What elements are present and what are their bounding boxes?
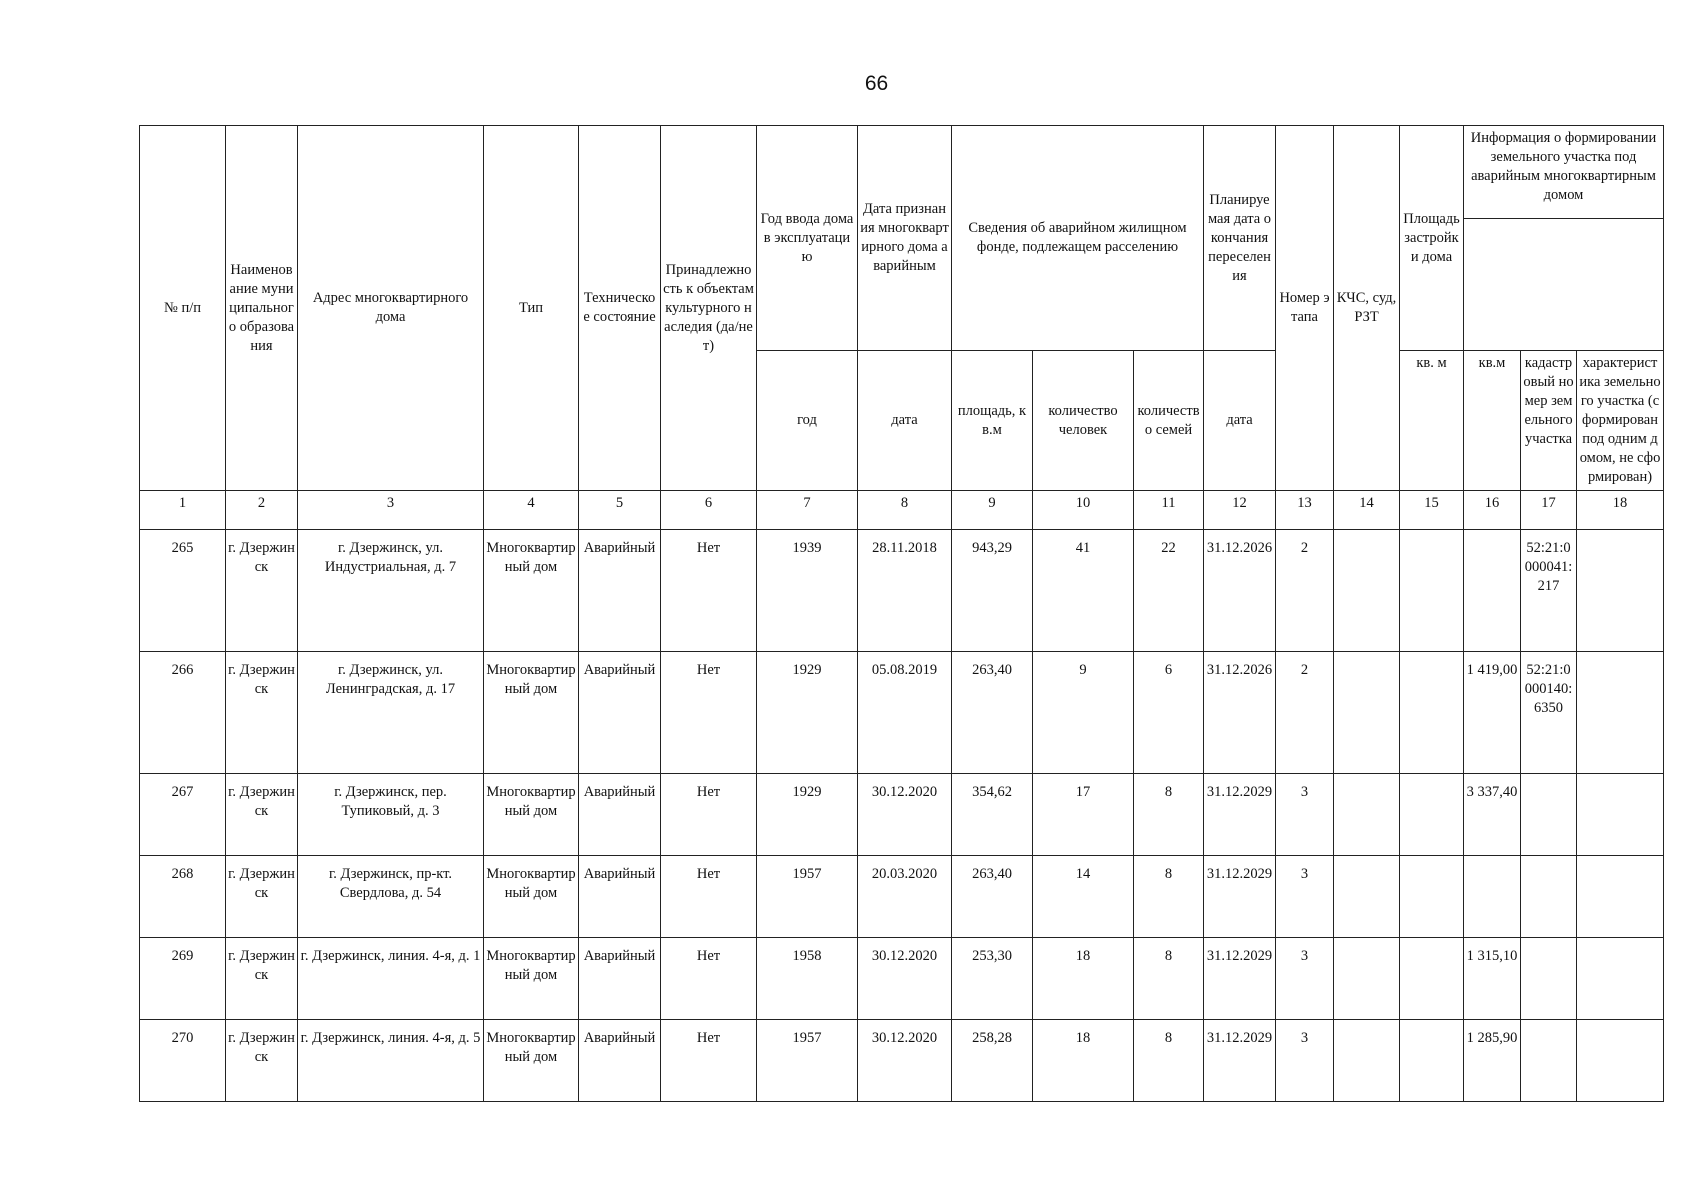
table-row <box>140 774 1664 856</box>
row-land-area <box>1464 856 1521 938</box>
subheader-building-area-unit: кв. м <box>1400 351 1464 491</box>
row-number: 270 <box>140 1020 226 1102</box>
row-recognition-date: 05.08.2019 <box>858 652 952 774</box>
row-type: Многоквартирный дом <box>484 856 579 938</box>
row-cadastral <box>1521 774 1577 856</box>
row-number: 268 <box>140 856 226 938</box>
row-families: 8 <box>1134 938 1204 1020</box>
row-cadastral <box>1521 1020 1577 1102</box>
row-people: 18 <box>1033 938 1134 1020</box>
row-year: 1958 <box>757 938 858 1020</box>
row-stage: 3 <box>1276 1020 1334 1102</box>
row-heritage: Нет <box>661 856 757 938</box>
row-state: Аварийный <box>579 530 661 652</box>
row-type: Многоквартирный дом <box>484 938 579 1020</box>
row-families: 8 <box>1134 856 1204 938</box>
row-land-characteristic <box>1577 856 1664 938</box>
column-number-row <box>140 491 1664 530</box>
row-address: г. Дзержинск, линия. 4-я, д. 1 <box>298 938 484 1020</box>
row-kchs <box>1334 1020 1400 1102</box>
subheader-year: год <box>757 351 858 491</box>
column-number: 11 <box>1134 491 1204 530</box>
table-row <box>140 530 1664 652</box>
column-number: 9 <box>952 491 1033 530</box>
column-number: 4 <box>484 491 579 530</box>
row-people: 14 <box>1033 856 1134 938</box>
row-recognition-date: 30.12.2020 <box>858 1020 952 1102</box>
row-kchs <box>1334 938 1400 1020</box>
row-stage: 3 <box>1276 774 1334 856</box>
row-heritage: Нет <box>661 938 757 1020</box>
header-emergency-fund: Сведения об аварийном жилищном фонде, подлежащем расселению <box>952 126 1204 351</box>
row-municipality: г. Дзержинск <box>226 1020 298 1102</box>
subheader-cadastral: кадастровый номер земельного участка <box>1521 351 1577 491</box>
column-number: 8 <box>858 491 952 530</box>
row-end-date: 31.12.2029 <box>1204 774 1276 856</box>
row-kchs <box>1334 774 1400 856</box>
row-land-characteristic <box>1577 652 1664 774</box>
row-state: Аварийный <box>579 938 661 1020</box>
column-number: 10 <box>1033 491 1134 530</box>
table-row <box>140 856 1664 938</box>
row-municipality: г. Дзержинск <box>226 652 298 774</box>
header-address: Адрес многоквартирного дома <box>298 126 484 491</box>
row-people: 41 <box>1033 530 1134 652</box>
header-building-area: Площадь застройки дома <box>1400 126 1464 351</box>
column-number: 7 <box>757 491 858 530</box>
header-land-plot-info: Информация о формировании земельного участка под аварийным многоквартирным домом <box>1464 126 1663 219</box>
row-address: г. Дзержинск, пр-кт. Свердлова, д. 54 <box>298 856 484 938</box>
row-area: 943,29 <box>952 530 1033 652</box>
column-number: 16 <box>1464 491 1521 530</box>
row-type: Многоквартирный дом <box>484 774 579 856</box>
row-recognition-date: 30.12.2020 <box>858 938 952 1020</box>
emergency-housing-table <box>139 125 1664 1102</box>
row-address: г. Дзержинск, пер. Тупиковый, д. 3 <box>298 774 484 856</box>
row-building-area <box>1400 938 1464 1020</box>
row-state: Аварийный <box>579 774 661 856</box>
row-type: Многоквартирный дом <box>484 1020 579 1102</box>
row-address: г. Дзержинск, линия. 4-я, д. 5 <box>298 1020 484 1102</box>
row-land-area: 1 285,90 <box>1464 1020 1521 1102</box>
header-recognition-date: Дата признания многоквартирного дома аварийным <box>858 126 952 351</box>
column-number: 12 <box>1204 491 1276 530</box>
row-families: 8 <box>1134 1020 1204 1102</box>
row-recognition-date: 28.11.2018 <box>858 530 952 652</box>
subheader-land-characteristic: характеристика земельного участка (сформирован под одним домом, не сформирован) <box>1577 351 1664 491</box>
table-row <box>140 1020 1664 1102</box>
row-area: 354,62 <box>952 774 1033 856</box>
row-year: 1957 <box>757 856 858 938</box>
row-municipality: г. Дзержинск <box>226 530 298 652</box>
row-cadastral: 52:21:0000140:6350 <box>1521 652 1577 774</box>
column-number: 14 <box>1334 491 1400 530</box>
subheader-people: количество человек <box>1033 351 1134 491</box>
row-stage: 2 <box>1276 652 1334 774</box>
row-end-date: 31.12.2026 <box>1204 530 1276 652</box>
row-building-area <box>1400 774 1464 856</box>
row-heritage: Нет <box>661 774 757 856</box>
row-heritage: Нет <box>661 1020 757 1102</box>
row-families: 6 <box>1134 652 1204 774</box>
row-address: г. Дзержинск, ул. Индустриальная, д. 7 <box>298 530 484 652</box>
row-building-area <box>1400 856 1464 938</box>
row-stage: 2 <box>1276 530 1334 652</box>
row-end-date: 31.12.2029 <box>1204 1020 1276 1102</box>
row-kchs <box>1334 652 1400 774</box>
subheader-families: количество семей <box>1134 351 1204 491</box>
row-land-characteristic <box>1577 774 1664 856</box>
row-end-date: 31.12.2026 <box>1204 652 1276 774</box>
row-area: 263,40 <box>952 856 1033 938</box>
header-land-plot-group <box>1464 126 1664 351</box>
row-people: 9 <box>1033 652 1134 774</box>
row-year: 1957 <box>757 1020 858 1102</box>
table-row <box>140 938 1664 1020</box>
header-row-1 <box>140 126 1664 351</box>
column-number: 17 <box>1521 491 1577 530</box>
subheader-area: площадь, кв.м <box>952 351 1033 491</box>
row-area: 258,28 <box>952 1020 1033 1102</box>
row-families: 22 <box>1134 530 1204 652</box>
row-stage: 3 <box>1276 938 1334 1020</box>
row-state: Аварийный <box>579 1020 661 1102</box>
header-municipality: Наименование муниципального образования <box>226 126 298 491</box>
row-area: 263,40 <box>952 652 1033 774</box>
row-recognition-date: 30.12.2020 <box>858 774 952 856</box>
row-municipality: г. Дзержинск <box>226 856 298 938</box>
header-commission-year: Год ввода дома в эксплуатацию <box>757 126 858 351</box>
row-heritage: Нет <box>661 530 757 652</box>
row-number: 269 <box>140 938 226 1020</box>
row-people: 18 <box>1033 1020 1134 1102</box>
row-end-date: 31.12.2029 <box>1204 938 1276 1020</box>
row-land-area: 1 419,00 <box>1464 652 1521 774</box>
row-type: Многоквартирный дом <box>484 530 579 652</box>
row-number: 266 <box>140 652 226 774</box>
row-municipality: г. Дзержинск <box>226 774 298 856</box>
row-area: 253,30 <box>952 938 1033 1020</box>
row-families: 8 <box>1134 774 1204 856</box>
row-end-date: 31.12.2029 <box>1204 856 1276 938</box>
header-heritage: Принадлежность к объектам культурного наследия (да/нет) <box>661 126 757 491</box>
row-cadastral <box>1521 938 1577 1020</box>
row-type: Многоквартирный дом <box>484 652 579 774</box>
row-land-characteristic <box>1577 530 1664 652</box>
row-state: Аварийный <box>579 856 661 938</box>
column-number: 5 <box>579 491 661 530</box>
table-row <box>140 652 1664 774</box>
column-number: 18 <box>1577 491 1664 530</box>
row-cadastral <box>1521 856 1577 938</box>
header-type: Тип <box>484 126 579 491</box>
row-building-area <box>1400 1020 1464 1102</box>
row-number: 265 <box>140 530 226 652</box>
row-people: 17 <box>1033 774 1134 856</box>
column-number: 1 <box>140 491 226 530</box>
row-address: г. Дзержинск, ул. Ленинградская, д. 17 <box>298 652 484 774</box>
column-number: 13 <box>1276 491 1334 530</box>
row-land-area: 1 315,10 <box>1464 938 1521 1020</box>
row-year: 1939 <box>757 530 858 652</box>
row-land-area <box>1464 530 1521 652</box>
page-number: 66 <box>864 72 889 95</box>
row-building-area <box>1400 652 1464 774</box>
row-building-area <box>1400 530 1464 652</box>
row-heritage: Нет <box>661 652 757 774</box>
row-land-characteristic <box>1577 1020 1664 1102</box>
subheader-end-date: дата <box>1204 351 1276 491</box>
column-number: 6 <box>661 491 757 530</box>
row-stage: 3 <box>1276 856 1334 938</box>
header-technical-state: Техническое состояние <box>579 126 661 491</box>
row-kchs <box>1334 856 1400 938</box>
column-number: 3 <box>298 491 484 530</box>
subheader-date: дата <box>858 351 952 491</box>
header-kchs: КЧС, суд, РЗТ <box>1334 126 1400 491</box>
column-number: 2 <box>226 491 298 530</box>
column-number: 15 <box>1400 491 1464 530</box>
row-year: 1929 <box>757 774 858 856</box>
subheader-land-area-unit: кв.м <box>1464 351 1521 491</box>
row-kchs <box>1334 530 1400 652</box>
row-municipality: г. Дзержинск <box>226 938 298 1020</box>
row-state: Аварийный <box>579 652 661 774</box>
header-number: № п/п <box>140 126 226 491</box>
header-stage-number: Номер этапа <box>1276 126 1334 491</box>
row-land-characteristic <box>1577 938 1664 1020</box>
row-number: 267 <box>140 774 226 856</box>
row-cadastral: 52:21:0000041:217 <box>1521 530 1577 652</box>
row-recognition-date: 20.03.2020 <box>858 856 952 938</box>
header-planned-end-date: Планируемая дата окончания переселения <box>1204 126 1276 351</box>
row-year: 1929 <box>757 652 858 774</box>
row-land-area: 3 337,40 <box>1464 774 1521 856</box>
